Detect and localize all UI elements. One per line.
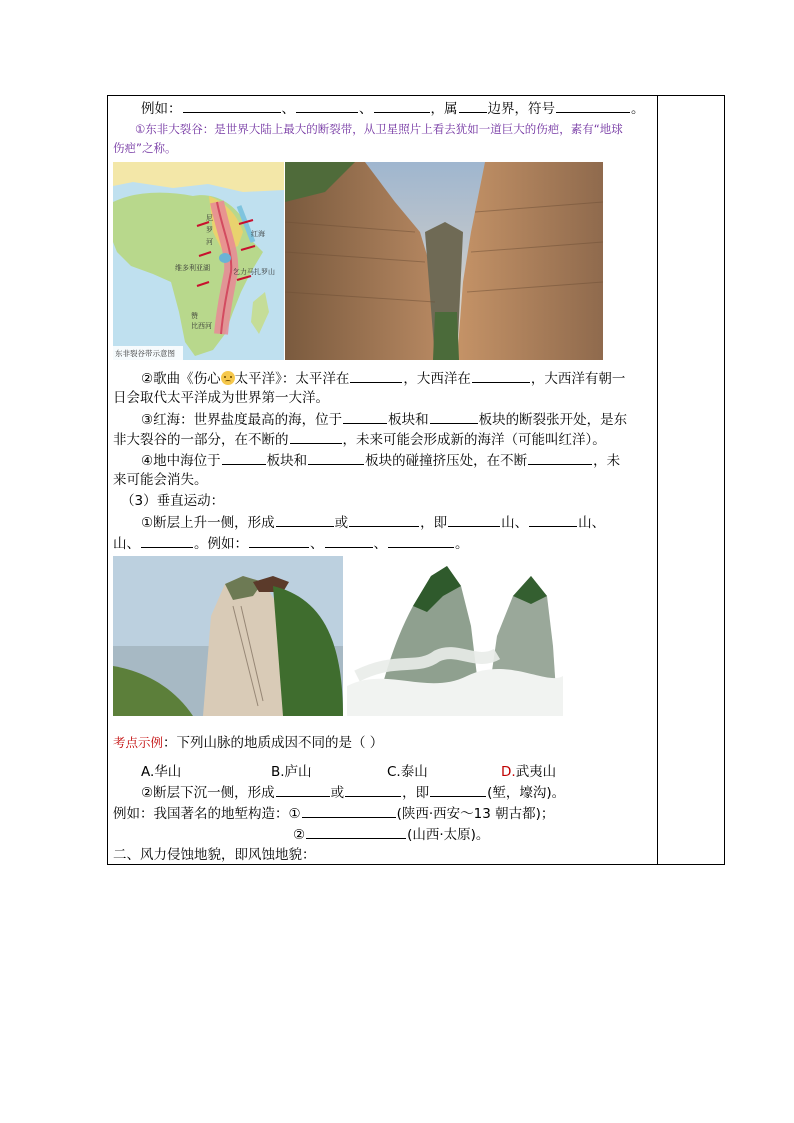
svg-text:罗: 罗 — [206, 226, 213, 234]
red-sea-line-2: 非大裂谷的一部分，在不断的 ，未来可能会形成新的海洋（可能叫红洋）。 — [113, 429, 606, 450]
song-line-2: 日会取代太平洋成为世界第一大洋。 — [113, 390, 329, 406]
down-line: ②断层下沉一侧，形成 或 ，即 (堑，壕沟)。 — [141, 782, 565, 803]
option-d: D.武夷山 — [501, 764, 557, 780]
rift-canyon-photo — [285, 162, 603, 360]
misty-mountain-photo — [347, 556, 563, 716]
mount-hua-photo — [113, 556, 343, 716]
map-label-red-sea: 红海 — [251, 230, 265, 238]
wind-erosion-title: 二、风力侵蚀地貌，即风蚀地貌： — [113, 847, 316, 863]
song-line-1: ②歌曲《伤心 太平洋》：太平洋在 ，大西洋在 ，大西洋有朝一 — [141, 368, 625, 389]
east-africa-text-1: ①东非大裂谷：是世界大陆上最大的断裂带，从卫星照片上看去犹如一道巨大的伤疤，素有“地球 — [135, 122, 623, 136]
option-c: C.泰山 — [387, 764, 428, 780]
vertical-line-2: 山、 。例如： 、 、 。 — [113, 533, 469, 554]
graben-line-1: 例如：我国著名的地堑构造：① (陕西·西安～13 朝古都)； — [113, 803, 554, 824]
column-divider — [657, 95, 658, 865]
med-line-2: 来可能会消失。 — [113, 472, 208, 488]
east-africa-text-2: 伤疤”之称。 — [113, 141, 177, 155]
east-africa-rift-map — [113, 162, 284, 360]
svg-text:比西河: 比西河 — [191, 322, 212, 330]
map-caption: 东非裂谷带示意图 — [115, 349, 175, 358]
red-sea-line-1: ③红海：世界盐度最高的海，位于 板块和 板块的断裂张开处，是东 — [141, 409, 627, 430]
vertical-line-1: ①断层上升一侧，形成 或 ，即 山、 山、 — [141, 512, 605, 533]
med-line-1: ④地中海位于 板块和 板块的碰撞挤压处，在不断 ，未 — [141, 450, 620, 471]
vertical-title: （3）垂直运动： — [121, 493, 225, 509]
sad-face-emoji-icon — [221, 371, 235, 385]
svg-text:河: 河 — [206, 238, 213, 246]
exam-label: 考点示例 — [113, 735, 164, 750]
exam-question: 考点示例：下列山脉的地质成因不同的是（ ） — [113, 735, 384, 751]
graben-line-2: ② (山西·太原)。 — [293, 824, 489, 845]
map-label-kilimanjaro: 乞力马扎罗山 — [233, 268, 275, 276]
option-a: A.华山 — [141, 764, 182, 780]
map-label-victoria: 维多利亚湖 — [175, 264, 210, 272]
map-label-nile: 尼 — [206, 214, 213, 222]
examples-line: 例如： 、 、 ，属 边界，符号 。 — [141, 98, 645, 119]
option-b: B.庐山 — [271, 764, 312, 780]
map-label-zambezi: 赞 — [191, 312, 198, 320]
